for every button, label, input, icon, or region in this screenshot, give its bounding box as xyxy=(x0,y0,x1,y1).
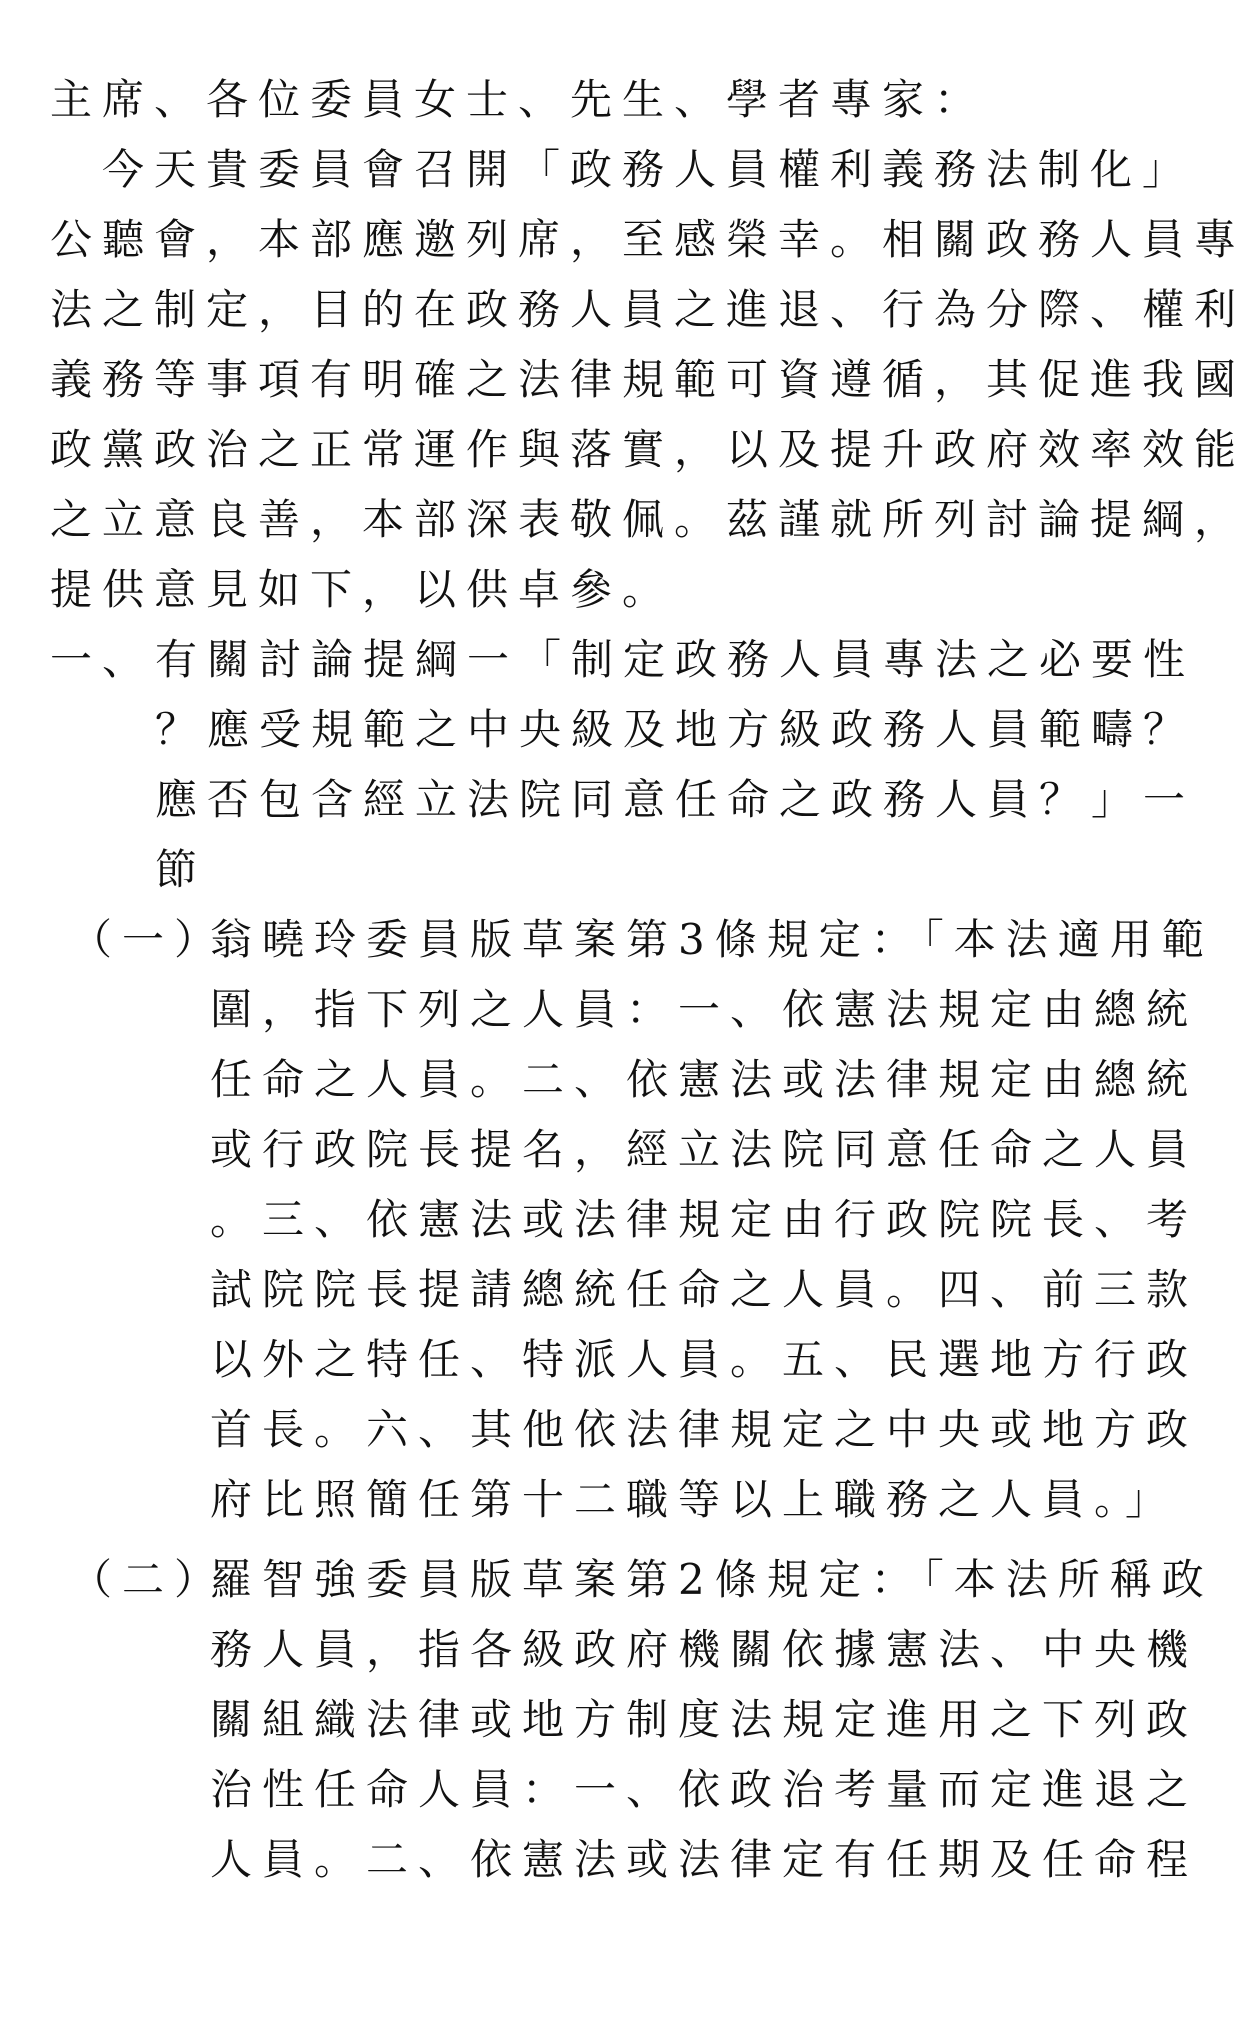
item-line: 以外之特任、特派人員。五、民選地方行政 xyxy=(210,1335,1199,1384)
item-line: 試院院長提請總統任命之人員。四、前三款 xyxy=(210,1265,1199,1314)
item-line: 府比照簡任第十二職等以上職務之人員。」 xyxy=(210,1475,1178,1524)
intro-line: 公聽會，本部應邀列席，至感榮幸。相關政務人員專 xyxy=(50,215,1247,264)
intro-line: 法之制定，目的在政務人員之進退、行為分際、權利 xyxy=(50,285,1247,334)
item-line: 任命之人員。二、依憲法或法律規定由總統 xyxy=(210,1055,1199,1104)
intro-line: 之立意良善，本部深表敬佩。茲謹就所列討論提綱， xyxy=(50,495,1247,544)
item-line: 務人員，指各級政府機關依據憲法、中央機 xyxy=(210,1625,1199,1674)
item-number: （一） xyxy=(70,915,227,964)
item-number: （二） xyxy=(70,1555,227,1604)
item-line: 關組織法律或地方制度法規定進用之下列政 xyxy=(210,1695,1199,1744)
section-line: ？應受規範之中央級及地方級政務人員範疇？ xyxy=(155,705,1196,754)
salutation: 主席、各位委員女士、先生、學者專家： xyxy=(50,75,987,124)
item-line: 。三、依憲法或法律規定由行政院院長、考 xyxy=(210,1195,1199,1244)
intro-line: 提供意見如下，以供卓參。 xyxy=(50,565,675,614)
intro-line: 政黨政治之正常運作與落實，以及提升政府效率效能 xyxy=(50,425,1247,474)
section-number: 一、 xyxy=(50,635,155,684)
intro-line: 今天貴委員會召開「政務人員權利義務法制化」 xyxy=(50,145,1195,194)
item-line: 圍，指下列之人員：一、依憲法規定由總統 xyxy=(210,985,1199,1034)
item-line: 首長。六、其他依法律規定之中央或地方政 xyxy=(210,1405,1199,1454)
section-line: 有關討論提綱一「制定政務人員專法之必要性 xyxy=(155,635,1196,684)
item-line: 治性任命人員：一、依政治考量而定進退之 xyxy=(210,1765,1199,1814)
section-line: 應否包含經立法院同意任命之政務人員？」一 xyxy=(155,775,1196,824)
item-line: 羅智強委員版草案第2條規定：「本法所稱政 xyxy=(210,1555,1214,1604)
item-line: 或行政院長提名，經立法院同意任命之人員 xyxy=(210,1125,1199,1174)
item-line: 人員。二、依憲法或法律定有任期及任命程 xyxy=(210,1835,1199,1884)
item-line: 翁曉玲委員版草案第3條規定：「本法適用範 xyxy=(210,915,1214,964)
intro-line: 義務等事項有明確之法律規範可資遵循，其促進我國 xyxy=(50,355,1247,404)
section-line: 節 xyxy=(155,845,208,894)
